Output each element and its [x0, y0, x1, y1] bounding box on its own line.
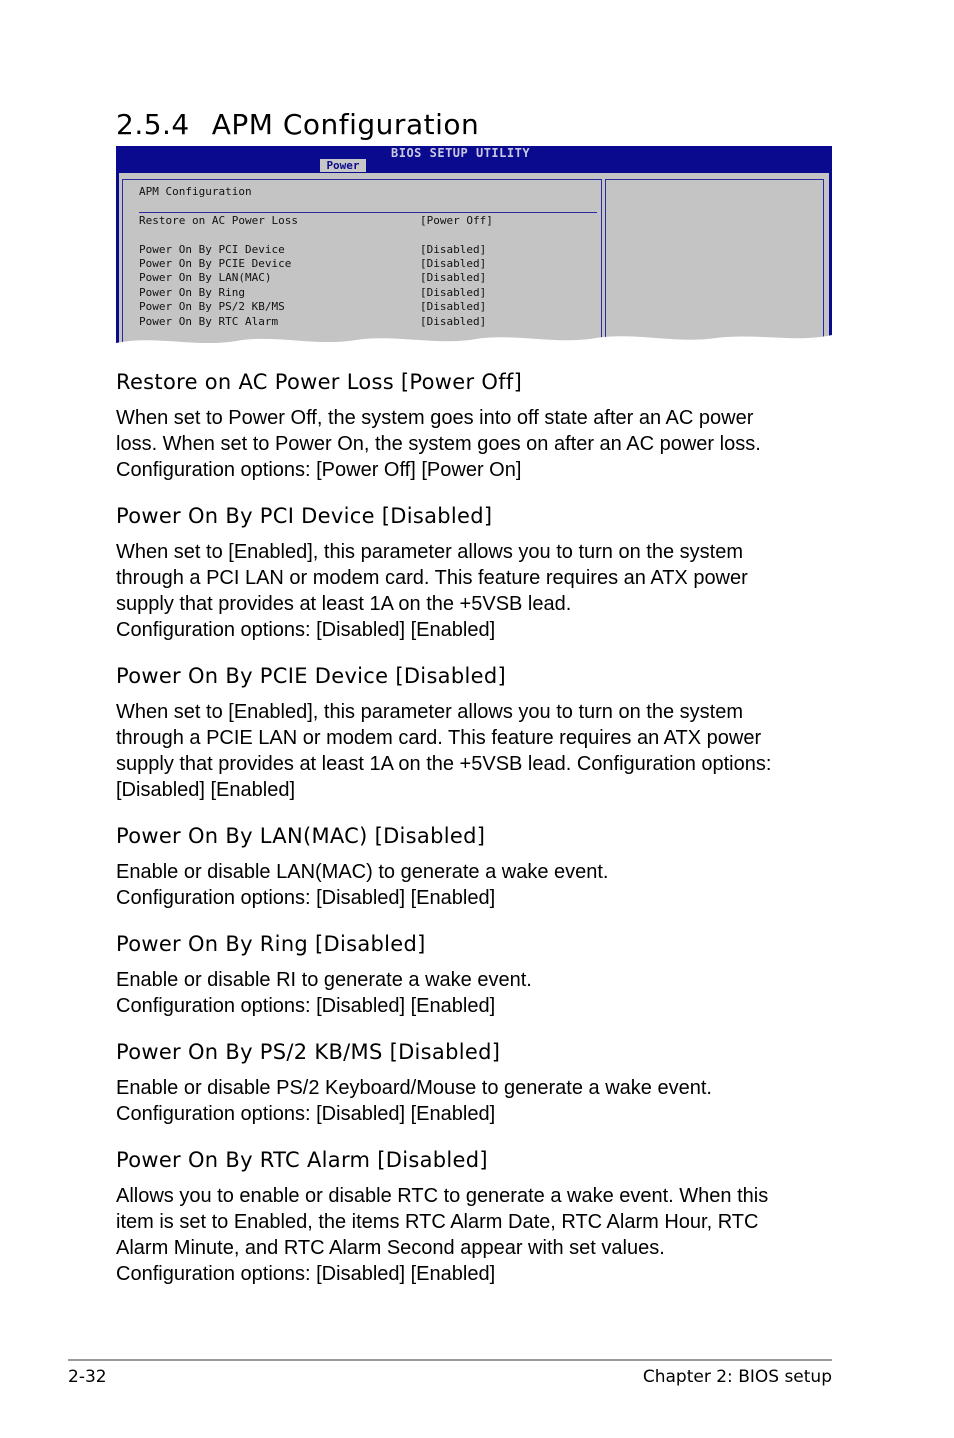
section-number: 2.5.4	[116, 108, 190, 141]
bios-row-value[interactable]: [Disabled]	[420, 243, 487, 256]
section-title-text: APM Configuration	[211, 108, 480, 141]
item-description: Enable or disable LAN(MAC) to generate a wake event. Configuration options: [Disabled] [Enabled]	[116, 861, 609, 909]
item-heading: Power On By PS/2 KB/MS [Disabled]	[116, 1040, 501, 1064]
item-heading: Power On By PCIE Device [Disabled]	[116, 664, 506, 688]
bios-settings-panel	[122, 179, 602, 343]
bios-row-label[interactable]: Power On By Ring	[139, 286, 245, 299]
bios-row-label[interactable]: Power On By RTC Alarm	[139, 315, 279, 328]
bios-row-value[interactable]: [Disabled]	[420, 271, 487, 284]
bios-row-value[interactable]: [Power Off]	[420, 214, 493, 227]
bios-row-label[interactable]: Power On By PCI Device	[139, 243, 285, 256]
bios-panel-title: APM Configuration	[139, 185, 252, 198]
section-title	[116, 108, 479, 141]
item-heading: Power On By PCI Device [Disabled]	[116, 504, 493, 528]
bios-row-label[interactable]: Power On By LAN(MAC)	[139, 271, 272, 284]
bios-row-label[interactable]: Restore on AC Power Loss	[139, 214, 298, 227]
item-heading: Power On By RTC Alarm [Disabled]	[116, 1148, 488, 1172]
bios-row-label[interactable]: Power On By PCIE Device	[139, 257, 292, 270]
bios-screenshot	[116, 146, 832, 361]
bios-body	[116, 173, 832, 343]
item-description: When set to [Enabled], this parameter allows you to turn on the system through a PCIE LAN or modem card. This feature requires an ATX power supply that provides at least 1A on the +5VSB lead. Configuration options: [Disabled] [Enabled]	[116, 701, 772, 801]
bios-row-value[interactable]: [Disabled]	[420, 315, 487, 328]
bios-row-label[interactable]: Power On By PS/2 KB/MS	[139, 300, 285, 313]
item-description: When set to [Enabled], this parameter allows you to turn on the system through a PCI LAN or modem card. This feature requires an ATX power supply that provides at least 1A on the +5VSB lead. Configuration options: [Disabled] [Enabled]	[116, 541, 748, 641]
bios-row-value[interactable]: [Disabled]	[420, 300, 487, 313]
item-heading: Restore on AC Power Loss [Power Off]	[116, 370, 523, 394]
bios-row-value[interactable]: [Disabled]	[420, 257, 487, 270]
item-description: When set to Power Off, the system goes into off state after an AC power loss. When set to Power On, the system goes on after an AC power loss. Configuration options: [Power Off] [Power On]	[116, 407, 761, 481]
page-number: 2-32	[68, 1367, 107, 1387]
chapter-label: Chapter 2: BIOS setup	[642, 1367, 832, 1387]
item-heading: Power On By Ring [Disabled]	[116, 932, 426, 956]
footer-rule	[68, 1359, 832, 1361]
bios-titlebar	[116, 146, 832, 173]
bios-separator	[139, 212, 597, 213]
item-heading: Power On By LAN(MAC) [Disabled]	[116, 824, 486, 848]
bios-help-panel	[605, 179, 824, 343]
bios-window-title: BIOS SETUP UTILITY	[391, 146, 531, 160]
bios-row-value[interactable]: [Disabled]	[420, 286, 487, 299]
bios-tab-power[interactable]: Power	[320, 159, 366, 172]
torn-edge	[116, 332, 832, 361]
item-description: Allows you to enable or disable RTC to generate a wake event. When this item is set to Enabled, the items RTC Alarm Date, RTC Alarm Hour, RTC Alarm Minute, and RTC Alarm Second appear with set values. Configuration options: [Disabled] [Enabled]	[116, 1185, 769, 1285]
item-description: Enable or disable RI to generate a wake event. Configuration options: [Disabled] [Enabled]	[116, 969, 532, 1017]
item-description: Enable or disable PS/2 Keyboard/Mouse to generate a wake event. Configuration options: [Disabled] [Enabled]	[116, 1077, 712, 1125]
